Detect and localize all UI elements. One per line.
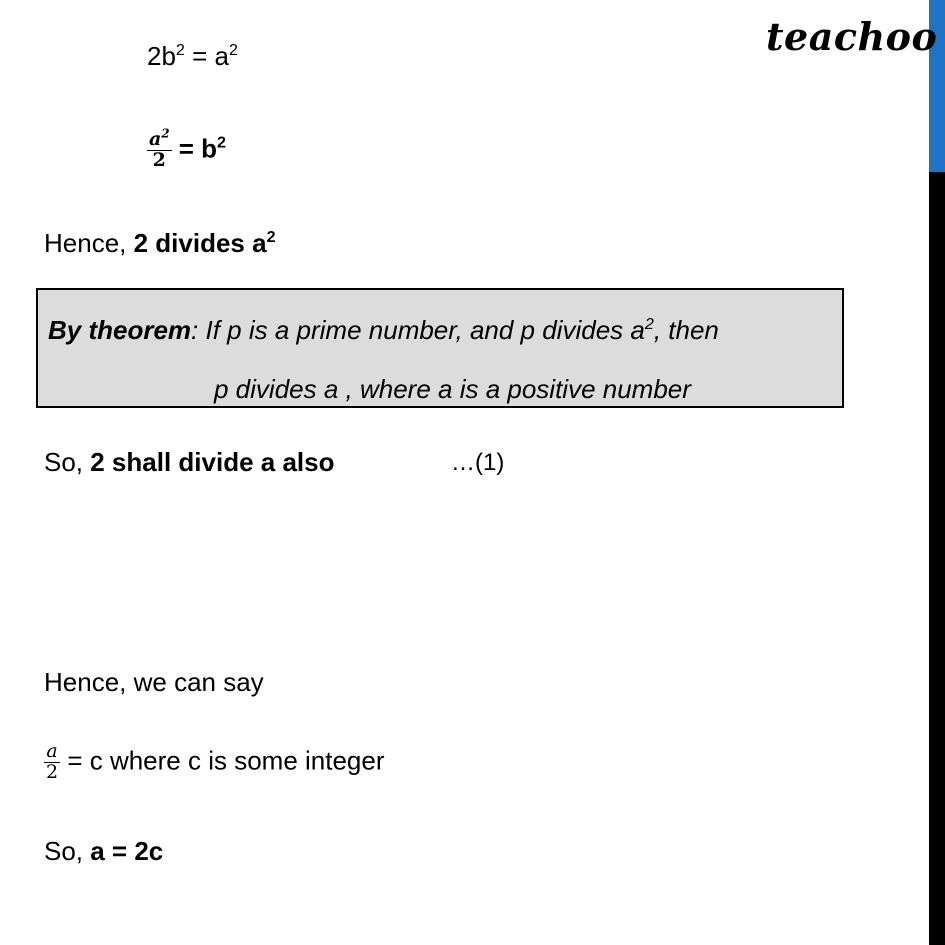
equation-a2-over-2-equals-b2: $\frac{a^2}{2}$ = $b^2$ bbox=[149, 126, 226, 171]
fraction-a-over-2: $\frac{a}{2}$ bbox=[46, 740, 59, 783]
equation-2b2-equals-a2: $2b^2 = a^2$ bbox=[147, 41, 238, 71]
scrollbar[interactable] bbox=[929, 0, 945, 945]
theorem-line-2: p divides a , where a is a positive number bbox=[214, 374, 691, 404]
statement-2-divides-a2: Hence, 2 divides $a^2$ bbox=[44, 228, 276, 258]
theorem-label: By theorem bbox=[48, 315, 192, 345]
theorem-line-1: By theorem: If p is a prime number, and p divides $a^2$, then bbox=[48, 315, 719, 345]
statement-a-equals-2c: So, a = 2c bbox=[44, 836, 164, 866]
statement-hence-we-can-say: Hence, we can say bbox=[44, 667, 264, 697]
equation-reference-1: …(1) bbox=[451, 449, 505, 476]
statement-2-divides-a: So, 2 shall divide a also bbox=[44, 447, 335, 477]
fraction-a2-over-2: $\frac{a^2}{2}$ bbox=[149, 126, 170, 171]
equation-a-over-2-equals-c: $\frac{a}{2}$ = c where c is some integer bbox=[46, 740, 385, 783]
theorem-box bbox=[36, 288, 844, 408]
teachoo-logo: teachoo bbox=[766, 14, 938, 59]
